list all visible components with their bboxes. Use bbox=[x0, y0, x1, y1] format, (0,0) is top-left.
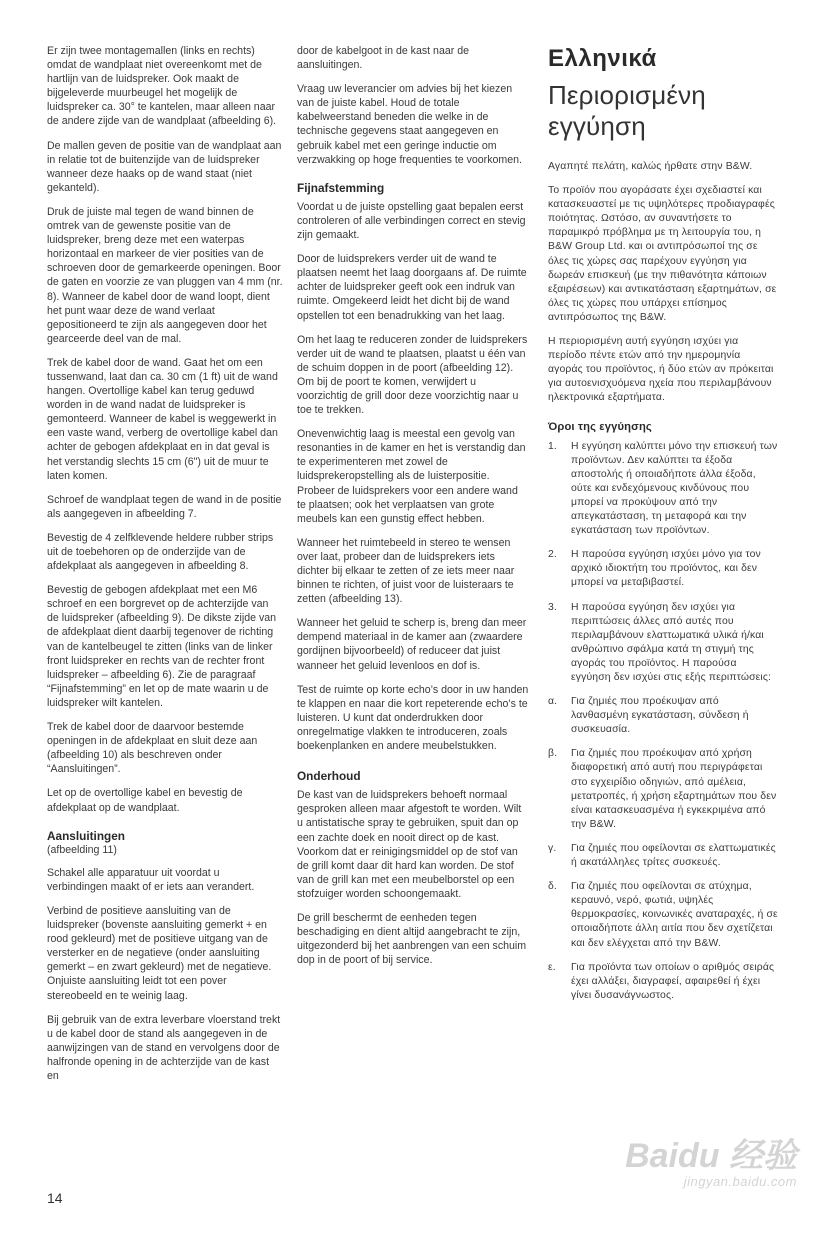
paragraph: Bij gebruik van de extra leverbare vloerstand trekt u de kabel door de stand als aangegeven in de aanwijzingen van de stand en vervolgens door de halfronde opening in de achterzijde van de kast en bbox=[47, 1013, 281, 1082]
list-item bbox=[548, 548, 778, 590]
paragraph: Onevenwichtig laag is meestal een gevolg van resonanties in de kamer en het is verstandig dan te experimenteren met zowel de luidsprekeropstelling als de luisterpositie. Probeer de luidsprekers voor een andere wand te plaatsen; ook het verplaatsen van grote meubels kan een gunstig effect hebben. bbox=[297, 428, 526, 525]
list-marker: 3. bbox=[548, 601, 557, 613]
paragraph: Schakel alle apparatuur uit voordat u verbindingen maakt of er iets aan verandert. bbox=[47, 866, 255, 893]
paragraph: Verbind de positieve aansluiting van de luidspreker (bovenste aansluiting gemerkt + en rood gekleurd) met de positieve uitgang van de versterker en de negatieve (onder aansluiting gemerkt – en zwart gekleurd) met de negatieve. Onjuiste aansluiting leidt tot een pover stereobeeld en te weinig laag. bbox=[47, 904, 272, 1002]
paragraph: Trek de kabel door de daarvoor bestemde openingen in de afdekplaat en sluit deze aan (afbeelding 10) als beschreven onder “Aansluitingen”. bbox=[47, 721, 258, 776]
heading-warranty-terms: Όροι της εγγύησης bbox=[548, 420, 652, 433]
greek-column bbox=[548, 44, 778, 1013]
list-item bbox=[548, 842, 778, 870]
watermark-url: jingyan.baidu.com bbox=[683, 1174, 797, 1189]
paragraph: Wanneer het ruimtebeeld in stereo te wensen over laat, probeer dan de luidsprekers iets dichter bij elkaar te zetten of ze iets meer naar binnen te richten, of juist voor de luisteraars te zetten (afbeelding 13). bbox=[297, 536, 515, 606]
list-item-text: Η παρούσα εγγύηση ισχύει μόνο για τον αρχικό ιδιοκτήτη του προϊόντος, και δεν μπορεί να μεταβιβαστεί. bbox=[571, 549, 761, 589]
watermark bbox=[625, 1138, 797, 1189]
list-item-text: Για ζημιές που οφείλονται σε ελαττωματικές ή ακατάλληλες τρίτες συσκευές. bbox=[571, 842, 776, 869]
paragraph: Test de ruimte op korte echo’s door in uw handen te klappen en naar die kort repeterende echo’s te luisteren. U kunt dat onderdrukken door onregelmatige vlakken te introduceren, zoals boekenplanken en andere meubelstukken. bbox=[297, 683, 529, 753]
list-marker: β. bbox=[548, 748, 558, 760]
paragraph: Druk de juiste mal tegen de wand binnen de omtrek van de gewenste positie van de luidspreker, breng deze met een waterpas horizontaal en markeer de vier posities van de schroeven door de gemarkeerde openingen. Boor de gaten en voorzie ze van pluggen van 4 mm (nr. 8). Wanneer de kabel door de wand loopt, dient het punt waar deze de wand verlaat gepositioneerd te zijn als aangegeven door het gearceerde deel van de mal. bbox=[47, 205, 283, 345]
paragraph: Door de luidsprekers verder uit de wand te plaatsen neemt het laag doorgaans af. De ruimte achter de luidspreker geeft ook een indruk van ruimte. Omgekeerd leidt het dicht bij de wand opstellen tot een benadrukking van het laag. bbox=[297, 253, 527, 322]
paragraph: Το προϊόν που αγοράσατε έχει σχεδιαστεί και κατασκευαστεί με τις υψηλότερες προδιαγραφές ποιότητας. Ωστόσο, αν συναντήσετε το παραμικρό πρόβλημα με τη λειτουργία του, η B&W Group Ltd. και οι αντιπρόσωποί της σε όλες τις χώρες σας παρέχουν εγγύηση για δωρεάν επισκευή (με την πιθανότητα κάποιων εξαιρέσεων) και αντικατάσταση εξαρτημάτων, σε όλες τις χώρες που υπάρχει επίσημος αντιπρόσωπος της B&W. bbox=[548, 185, 777, 323]
list-item-text: Για ζημιές που προέκυψαν από λανθασμένη εγκατάσταση, σύνδεση ή συσκευασία. bbox=[571, 696, 749, 736]
list-item-text: Για ζημιές που προέκυψαν από χρήση διαφορετική από αυτή που περιγράφεται στο εγχειρίδιο οδηγιών, από αμέλεια, μετατροπές, ή χρήση εξαρτημάτων που δεν είναι κατασκευασμένα ή εγκεκριμένα από την B&W. bbox=[571, 748, 777, 830]
paragraph: De grill beschermt de eenheden tegen beschadiging en dient altijd aangebracht te zijn, uitgezonderd bij het aanbrengen van een schuim dop in de poort of bij service. bbox=[297, 911, 527, 967]
section-title: Περιορισμένη εγγύηση bbox=[548, 80, 706, 141]
paragraph: Schroef de wandplaat tegen de wand in de positie als aangegeven in afbeelding 7. bbox=[47, 493, 282, 520]
list-item bbox=[548, 601, 778, 686]
language-title: Ελληνικά bbox=[548, 45, 657, 72]
paragraph: Om het laag te reduceren zonder de luidsprekers verder uit de wand te plaatsen, plaatst u één van de schuim doppen in de poort (afbeelding 12). Om bij de poort te komen, verwijdert u voorzichtig de grill door deze voorzichtig naar u toe te trekken. bbox=[297, 333, 528, 417]
list-item bbox=[548, 440, 778, 539]
figure-reference: (afbeelding 11) bbox=[47, 843, 117, 856]
paragraph: door de kabelgoot in de kast naar de aansluitingen. bbox=[297, 45, 469, 72]
paragraph: Let op de overtollige kabel en bevestig de afdekplaat op de wandplaat. bbox=[47, 787, 243, 814]
paragraph: Η περιορισμένη αυτή εγγύηση ισχύει για περίοδο πέντε ετών από την ημερομηνία αγοράς του προϊόντος, ή δύο ετών αν πρόκειται για αυτοενισχυόμενα ηχεία που περιλαμβάνουν ηλεκτρονικά εξαρτήματα. bbox=[548, 336, 774, 404]
dutch-column-2 bbox=[297, 44, 529, 977]
heading-aansluitingen: Aansluitingen bbox=[47, 828, 125, 843]
list-item-text: Η παρούσα εγγύηση δεν ισχύει για περιπτώσεις άλλες από αυτές που περιλαμβάνουν ελαττωματικά υλικά ή/και ανθρώπινο σφάλμα κατά τη στιγμή της αγοράς του προϊόντος. Η παρούσα εγγύηση δεν ισχύει στις εξής περιπτώσεις: bbox=[571, 601, 772, 683]
paragraph: Bevestig de 4 zelfklevende heldere rubber strips uit de toebehoren op de onderzijde van de afdekplaat als aangegeven in afbeelding 8. bbox=[47, 531, 274, 573]
watermark-logo: Baidu 经验 bbox=[625, 1137, 797, 1175]
dutch-column-1 bbox=[47, 44, 283, 1093]
list-item bbox=[548, 695, 778, 737]
list-item-text: Η εγγύηση καλύπτει μόνο την επισκευή των προϊόντων. Δεν καλύπτει τα έξοδα αποστολής ή οποιαδήποτε άλλα έξοδα, ούτε και ενδεχόμενους κινδύνους που μπορεί να προκύψουν από την απεγκατάσταση, τη μεταφορά και την εγκατάσταση των προϊόντων. bbox=[571, 440, 778, 537]
list-item-text: Για ζημιές που οφείλονται σε ατύχημα, κεραυνό, νερό, φωτιά, υψηλές θερμοκρασίες, κοινωνικές αναταραχές, ή σε οποιαδήποτε άλλη αιτία που δεν σχετίζεται και δεν ελέγχεται από την B&W. bbox=[571, 881, 778, 949]
page-number: 14 bbox=[47, 1190, 63, 1206]
heading-onderhoud: Onderhoud bbox=[297, 769, 361, 784]
paragraph: De kast van de luidsprekers behoeft normaal gesproken alleen maar afgestoft te worden. Wilt u antistatische spray te gebruiken, spuit dan op een zachte doek en nooit direct op de kast. Voorkom dat er reinigingsmiddel op de stof van de grill komt daar dit hard kan worden. De stof van de grill kan met een meubelborstel op een stofzuiger worden schoongemaakt. bbox=[297, 789, 522, 900]
paragraph: Voordat u de juiste opstelling gaat bepalen eerst controleren of alle verbindingen correct en stevig zijn gemaakt. bbox=[297, 200, 526, 242]
list-marker: γ. bbox=[548, 842, 557, 854]
list-marker: 1. bbox=[548, 440, 557, 452]
paragraph: Vraag uw leverancier om advies bij het kiezen van de juiste kabel. Houd de totale kabelweerstand beneden die welke in de technische gegevens staat aangegeven en gebruik kabel met een geringe inductie om verzwakking op hoge frequenties te voorkomen. bbox=[297, 83, 522, 166]
numbered-terms-list bbox=[548, 440, 778, 686]
paragraph: Bevestig de gebogen afdekplaat met een M6 schroef en een borgrevet op de achterzijde van de luidspreker (afbeelding 9). De dikste zijde van de afdekplaat dient daarbij tegenover de richting van de kantelbeugel te zitten (links van de linker front luidspreker en rechts van de rechter front luidspreker – afbeelding 6). Zie de paragraaf “Fijnafstemming” en let op de mate waarin u de luidspreker wilt kantelen. bbox=[47, 584, 277, 709]
lettered-exclusions-list bbox=[548, 695, 778, 1003]
list-item bbox=[548, 880, 778, 950]
list-marker: α. bbox=[548, 696, 558, 708]
paragraph: Er zijn twee montagemallen (links en rechts) omdat de wandplaat niet overeenkomt met de hartlijn van de luidspreker. Ook maakt de bijgeleverde muurbeugel het mogelijk de luidspreker ca. 30° te kantelen, maar alleen naar de andere zijde van de wandplaat (afbeelding 6). bbox=[47, 45, 277, 128]
paragraph: Αγαπητέ πελάτη, καλώς ήρθατε στην B&W. bbox=[548, 161, 753, 172]
paragraph: Trek de kabel door de wand. Gaat het om een tussenwand, laat dan ca. 30 cm (1 ft) uit de wand hangen. Overtollige kabel kan terug geduwd worden in de wand nadat de luidspreker is gemonteerd. Wanneer de kabel is weggewerkt in een vaste wand, verberg de overtollige kabel dan achter de gebogen afdekplaat en in dat geval is het verstandig slechts 15 cm (6") uit de muur te laten komen. bbox=[47, 356, 278, 482]
list-marker: 2. bbox=[548, 549, 557, 561]
heading-fijnafstemming: Fijnafstemming bbox=[297, 180, 385, 195]
list-marker: δ. bbox=[548, 881, 557, 893]
list-item bbox=[548, 961, 778, 1003]
list-marker: ε. bbox=[548, 961, 556, 973]
list-item-text: Για προϊόντα των οποίων ο αριθμός σειράς έχει αλλάξει, διαγραφεί, αφαιρεθεί ή έχει γίνει δυσανάγνωστος. bbox=[571, 961, 775, 1001]
list-item bbox=[548, 747, 778, 832]
paragraph: Wanneer het geluid te scherp is, breng dan meer dempend materiaal in de kamer aan (zwaardere gordijnen bijvoorbeeld) of reduceer dat juist wanneer het geluid levenloos en dof is. bbox=[297, 617, 527, 672]
paragraph: De mallen geven de positie van de wandplaat aan in relatie tot de buitenzijde van de luidspreker wanneer deze haaks op de wand staat (niet gekanteld). bbox=[47, 139, 282, 194]
